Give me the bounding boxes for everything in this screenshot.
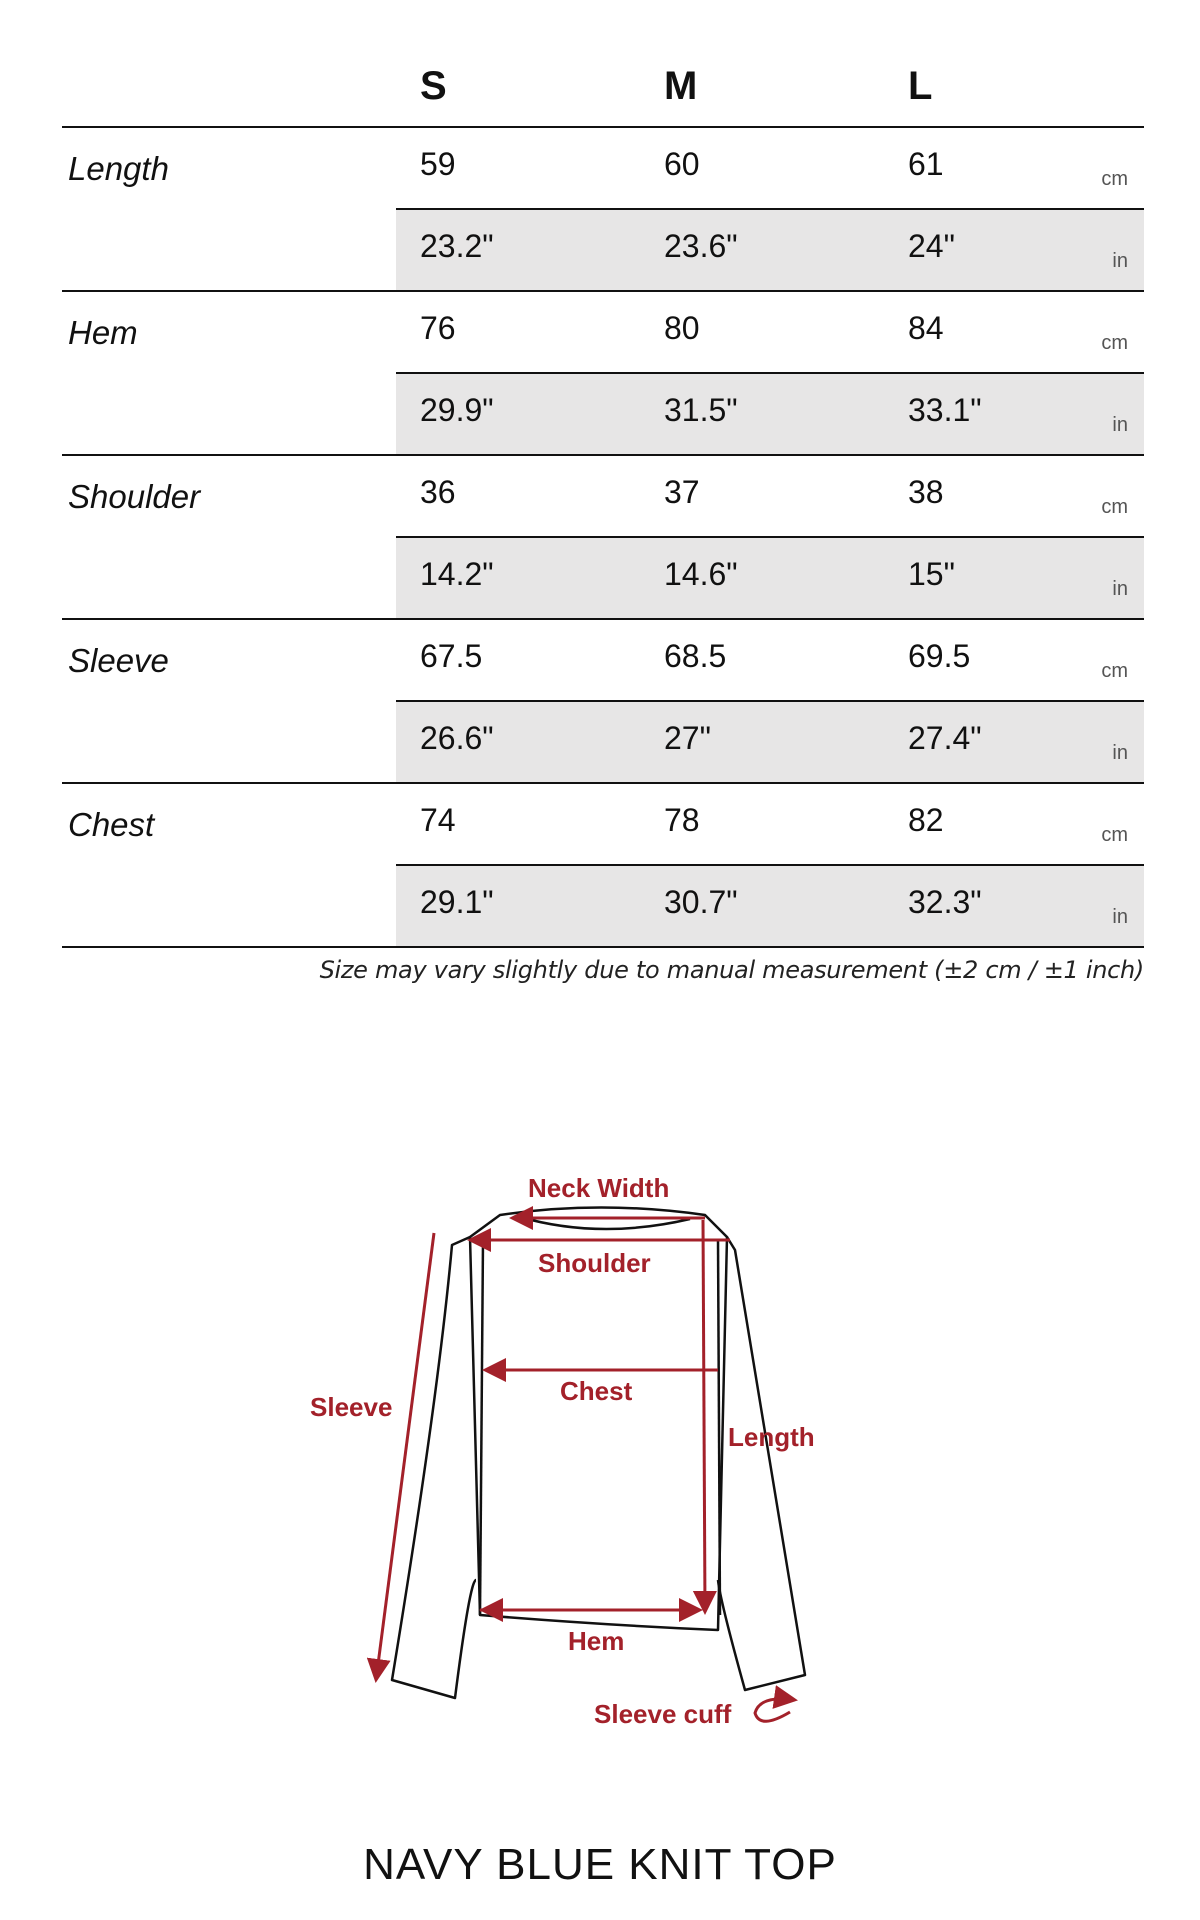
size-chart-table [62,40,1144,948]
in-value-s: 26.6" [420,720,494,756]
in-value-s: 29.1" [420,884,494,920]
in-value-m: 14.6" [664,556,738,592]
label-sleeve: Sleeve [310,1392,393,1422]
in-value-l: 27.4" [908,720,982,756]
label-neck-width: Neck Width [528,1173,670,1203]
in-value-s: 14.2" [420,556,494,592]
cm-value-l: 82 [908,802,944,838]
cm-value-l: 84 [908,310,944,346]
size-header-s: S [420,64,447,108]
unit-in: in [1112,742,1128,764]
in-row [396,210,1144,290]
in-value-m: 23.6" [664,228,738,264]
size-header-row [62,40,1144,128]
in-value-s: 29.9" [420,392,494,428]
measure-label: Sleeve [68,642,169,679]
measure-label: Length [68,150,169,187]
label-length: Length [728,1422,815,1452]
unit-cm: cm [1101,332,1128,354]
diagram-labels [310,1173,815,1729]
measurement-note: Size may vary slightly due to manual measurement (±2 cm / ±1 inch) [319,956,1144,984]
cm-value-l: 38 [908,474,944,510]
measure-group-chest [62,784,1144,948]
in-value-m: 27" [664,720,711,756]
cm-row [396,456,1144,538]
measure-group-sleeve [62,620,1144,784]
sleeve-cuff-arrow [755,1699,795,1721]
cm-value-l: 61 [908,146,944,182]
right-sleeve [718,1237,805,1690]
in-row [396,538,1144,618]
in-row [396,702,1144,782]
in-row [396,866,1144,946]
label-shoulder: Shoulder [538,1248,651,1278]
cm-row [396,292,1144,374]
length-arrow [703,1220,705,1612]
unit-in: in [1112,250,1128,272]
cm-row [396,620,1144,702]
in-value-m: 31.5" [664,392,738,428]
label-sleeve-cuff: Sleeve cuff [594,1699,732,1729]
cm-value-l: 69.5 [908,638,971,674]
unit-cm: cm [1101,496,1128,518]
cm-row [396,784,1144,866]
measure-group-shoulder [62,456,1144,620]
in-value-l: 32.3" [908,884,982,920]
product-title: NAVY BLUE KNIT TOP [363,1840,837,1889]
label-chest: Chest [560,1376,633,1406]
measure-label: Chest [68,806,155,843]
cm-value-s: 67.5 [420,638,483,674]
size-header-m: M [664,64,698,108]
measure-group-hem [62,292,1144,456]
size-header-l: L [908,64,933,108]
cm-value-s: 36 [420,474,456,510]
unit-cm: cm [1101,168,1128,190]
unit-cm: cm [1101,660,1128,682]
in-value-l: 24" [908,228,955,264]
in-value-l: 15" [908,556,955,592]
measure-label: Hem [68,314,138,351]
measure-label: Shoulder [68,478,201,515]
unit-cm: cm [1101,824,1128,846]
cm-value-m: 80 [664,310,700,346]
unit-in: in [1112,578,1128,600]
label-hem: Hem [568,1626,625,1656]
cm-value-m: 37 [664,474,700,510]
in-value-m: 30.7" [664,884,738,920]
garment-outline [392,1208,805,1699]
in-row [396,374,1144,454]
cm-value-s: 76 [420,310,456,346]
unit-in: in [1112,414,1128,436]
cm-value-s: 59 [420,146,456,182]
cm-value-m: 68.5 [664,638,727,674]
in-value-l: 33.1" [908,392,982,428]
cm-value-m: 78 [664,802,700,838]
in-value-s: 23.2" [420,228,494,264]
unit-in: in [1112,906,1128,928]
garment-diagram [0,1150,1200,1729]
cm-value-s: 74 [420,802,456,838]
cm-value-m: 60 [664,146,700,182]
measure-group-length [62,128,1144,292]
cm-row [396,128,1144,210]
